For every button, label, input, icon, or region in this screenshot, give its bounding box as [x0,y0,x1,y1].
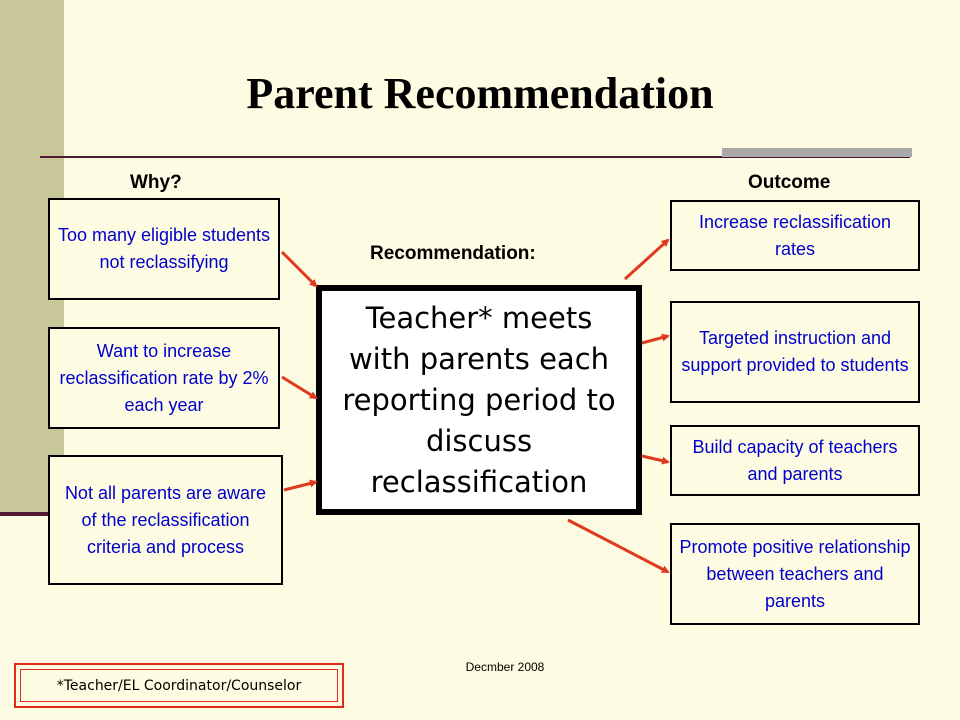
why-heading: Why? [130,172,182,193]
recommendation-heading: Recommendation: [370,243,536,264]
slide-title: Parent Recommendation [246,69,714,118]
footnote-box [20,669,338,702]
recommendation-text: Teacher* meets with parents each reporting period to discuss reclassification [342,300,616,499]
arrow-outcome-4 [568,520,668,572]
arrow-why-3 [284,482,316,490]
footer-date: Decmber 2008 [465,660,545,674]
outcome-heading: Outcome [748,172,831,193]
arrow-why-1 [282,252,316,286]
footnote-text: *Teacher/EL Coordinator/Counselor [56,677,302,694]
why-box-2-text: Want to increase reclassification rate by 2% each year [59,340,269,415]
why-box-3-text: Not all parents are aware of the reclassification criteria and process [64,482,267,557]
arrow-why-2 [282,377,316,398]
outcome-box-3-text: Build capacity of teachers and parents [692,436,898,484]
arrow-outcome-2 [642,336,668,343]
outcome-box-4-text: Promote positive relationship between teachers and parents [679,536,911,611]
why-box-1-text: Too many eligible students not reclassifying [57,225,271,272]
outcome-box-2-text: Targeted instruction and support provided to students [681,328,909,375]
arrow-outcome-3 [642,456,668,462]
outcome-box-1-text: Increase reclassification rates [698,211,892,259]
arrow-outcome-1 [625,240,668,279]
